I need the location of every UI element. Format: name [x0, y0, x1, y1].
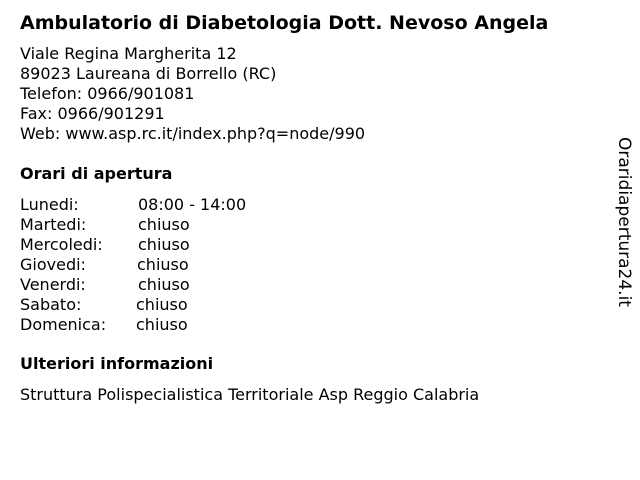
hours-value: chiuso — [136, 295, 188, 314]
web-line: Web: www.asp.rc.it/index.php?q=node/990 — [20, 124, 366, 143]
city-line: 89023 Laureana di Borrello (RC) — [20, 64, 277, 83]
more-info-heading: Ulteriori informazioni — [20, 354, 214, 373]
fax-line: Fax: 0966/901291 — [20, 104, 165, 123]
hours-value: chiuso — [138, 275, 190, 294]
page-title: Ambulatorio di Diabetologia Dott. Nevoso Angela — [20, 12, 549, 34]
hours-value: chiuso — [136, 315, 188, 334]
phone-line: Telefon: 0966/901081 — [20, 84, 195, 103]
day-label: Sabato: — [20, 295, 82, 314]
opening-hours-heading: Orari di apertura — [20, 164, 173, 183]
day-label: Martedi: — [20, 215, 87, 234]
more-info-text: Struttura Polispecialistica Territoriale Asp Reggio Calabria — [20, 385, 480, 404]
hours-value: chiuso — [138, 235, 190, 254]
day-label: Lunedi: — [20, 195, 79, 214]
address-line: Viale Regina Margherita 12 — [20, 44, 237, 63]
day-label: Mercoledi: — [20, 235, 103, 254]
day-label: Giovedi: — [20, 255, 86, 274]
hours-value: chiuso — [138, 215, 190, 234]
day-label: Domenica: — [20, 315, 107, 334]
contact-block — [20, 44, 365, 144]
hours-value: 08:00 - 14:00 — [138, 195, 247, 214]
day-label: Venerdi: — [20, 275, 86, 294]
site-watermark: Oraridiapertura24.it — [614, 137, 634, 307]
hours-value: chiuso — [137, 255, 189, 274]
